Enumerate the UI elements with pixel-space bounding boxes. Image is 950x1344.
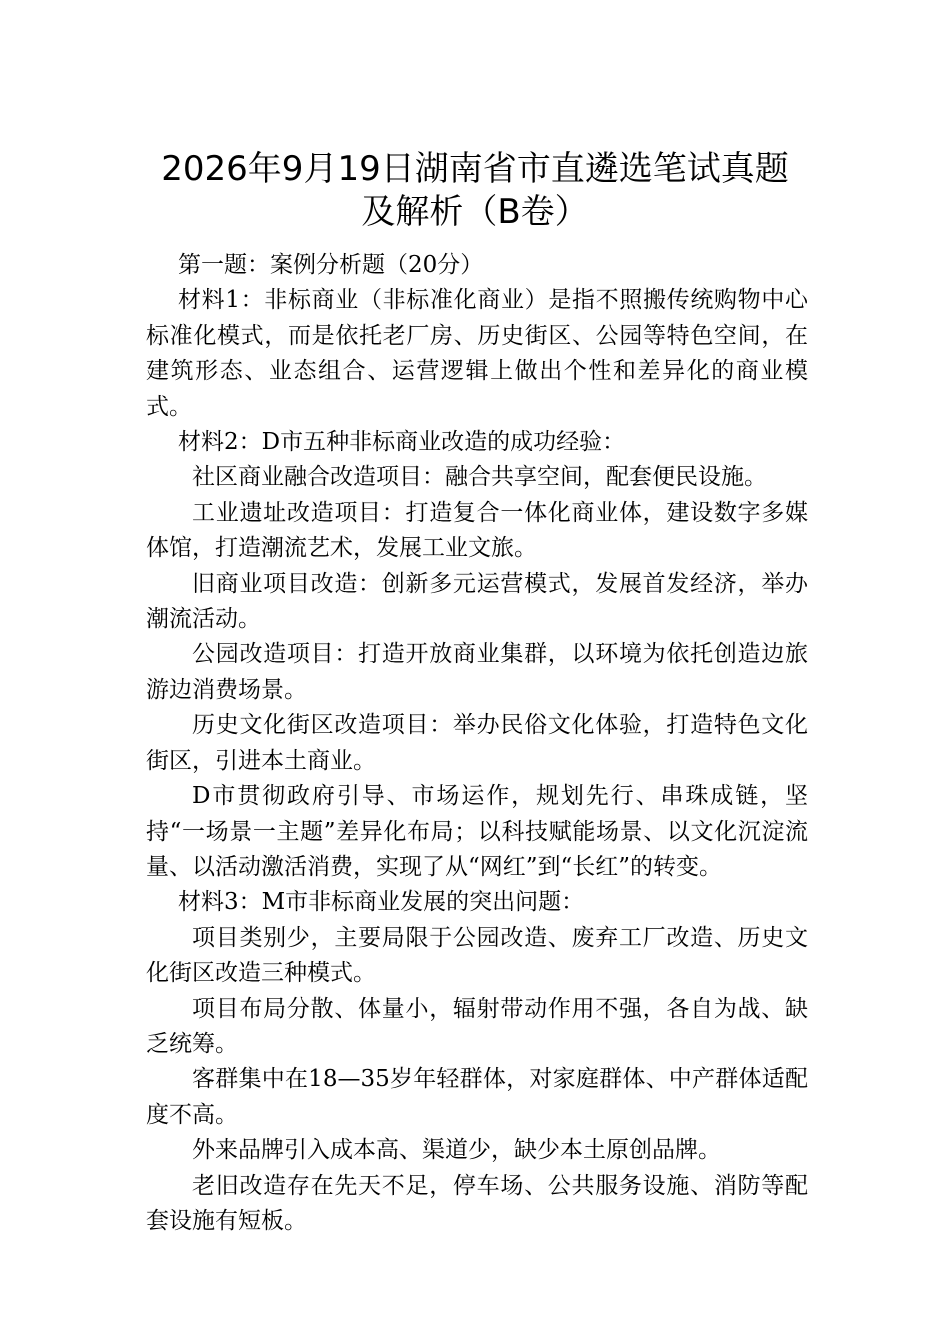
material-3-item-facilities: 老旧改造存在先天不足，停车场、公共服务设施、消防等配套设施有短板。 (146, 1172, 808, 1234)
material-3-item-layout: 项目布局分散、体量小，辐射带动作用不强，各自为战、缺乏统筹。 (146, 995, 808, 1057)
material-3-item-categories: 项目类别少，主要局限于公园改造、废弃工厂改造、历史文化街区改造三种模式。 (146, 924, 808, 987)
document-title-line-1: 2026年9月19日湖南省市直遴选笔试真题 (161, 149, 789, 189)
material-2-item-old-commercial: 旧商业项目改造：创新多元运营模式，发展首发经济，举办潮流活动。 (146, 570, 808, 633)
material-2-summary: D市贯彻政府引导、市场运作，规划先行、串珠成链，坚持“一场景一主题”差异化布局；以科技赋能场景、以文化沉淀流量、以活动激活消费，实现了从“网红”到“长红”的转变。 (146, 783, 808, 880)
material-3-heading: 材料3：M市非标商业发展的突出问题： (178, 889, 585, 916)
document-title-line-2: 及解析（B卷） (361, 192, 589, 232)
question-heading: 第一题：案例分析题（20分） (178, 252, 484, 278)
document-body (146, 248, 808, 1239)
material-2-heading: 材料2：D市五种非标商业改造的成功经验： (178, 429, 626, 456)
material-2-item-historic-district: 历史文化街区改造项目：举办民俗文化体验，打造特色文化街区，引进本土商业。 (146, 712, 808, 774)
material-3-item-brands: 外来品牌引入成本高、渠道少，缺少本土原创品牌。 (192, 1137, 721, 1164)
material-3-item-customers: 客群集中在18—35岁年轻群体，对家庭群体、中产群体适配度不高。 (146, 1066, 808, 1128)
material-2-item-community: 社区商业融合改造项目：融合共享空间，配套便民设施。 (192, 464, 767, 491)
material-2-item-park: 公园改造项目：打造开放商业集群，以环境为依托创造边旅游边消费场景。 (146, 641, 808, 703)
material-2-item-industrial: 工业遗址改造项目：打造复合一体化商业体，建设数字多媒体馆，打造潮流艺术，发展工业文旅。 (146, 499, 808, 562)
material-1-paragraph: 材料1：非标商业（非标准化商业）是指不照搬传统购物中心标准化模式，而是依托老厂房、历史街区、公园等特色空间，在建筑形态、业态组合、运营逻辑上做出个性和差异化的商业模式。 (146, 287, 808, 420)
